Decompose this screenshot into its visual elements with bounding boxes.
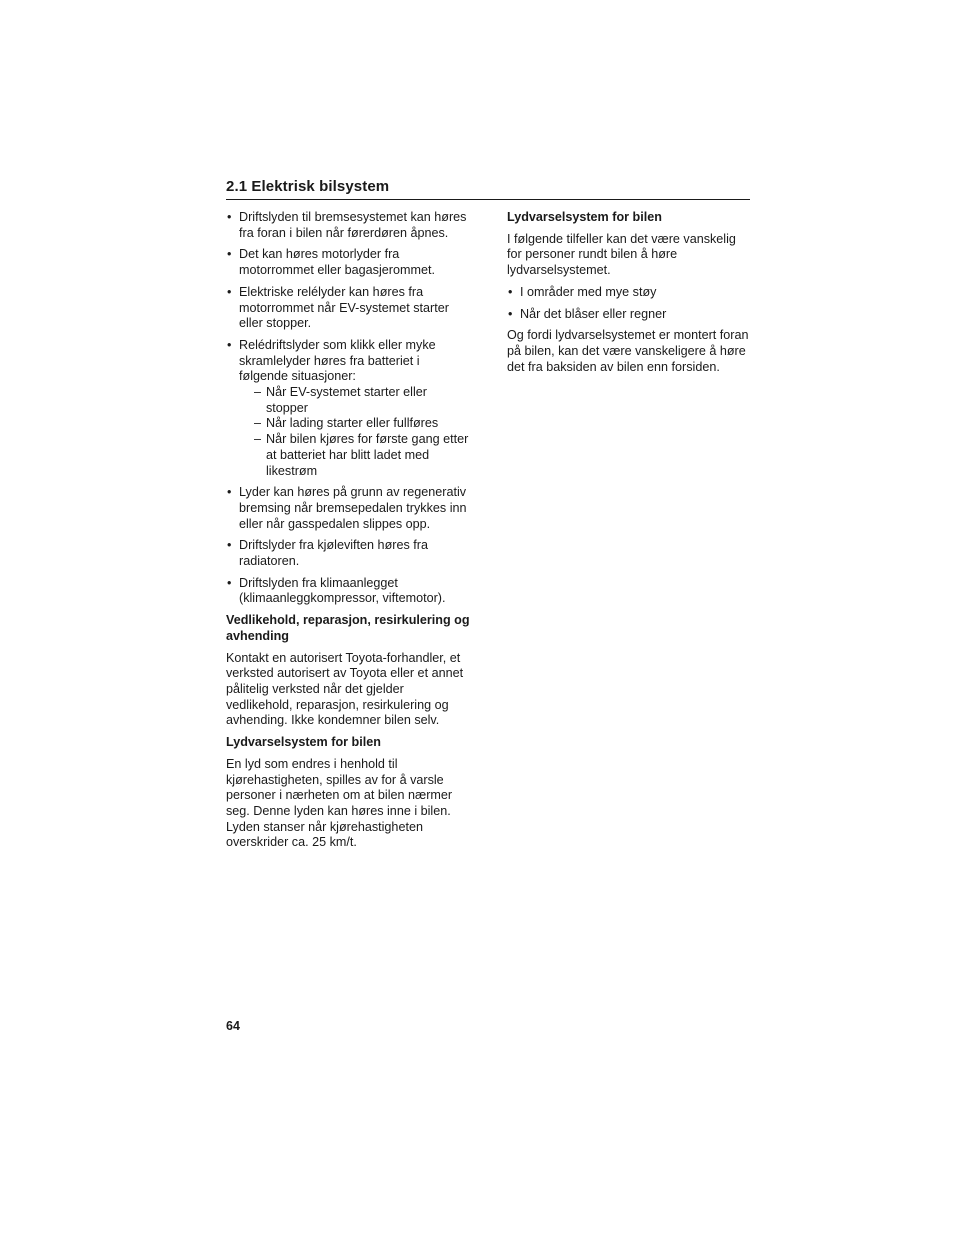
sound-warning-heading-continued: Lydvarselsystem for bilen (507, 210, 662, 224)
sound-warning-heading: Lydvarselsystem for bilen (226, 735, 381, 750)
section-header (226, 178, 750, 200)
list-item-text: • Relédriftslyder som klikk eller myke skramlelyder høres fra batteriet i følgende situasjoner: (239, 337, 436, 384)
maintenance-heading: Vedlikehold, reparasjon, resirkulering og avhending (226, 613, 470, 643)
list-item: • Elektriske relélyder kan høres fra motorrommet når EV-systemet starter eller stopper. (226, 285, 470, 332)
mounting-paragraph: Og fordi lydvarselsystemet er montert foran på bilen, kan det være vanskeligere å høre det fra baksiden av bilen enn forsiden. (507, 328, 749, 374)
list-item: • Lyder kan høres på grunn av regenerativ bremsing når bremsepedalen trykkes inn eller når gasspedalen slippes opp. (226, 485, 470, 532)
sub-list-item: – Når EV-systemet starter eller stopper (239, 385, 470, 416)
left-column (226, 210, 470, 857)
sound-warning-paragraph: En lyd som endres i henhold til kjørehastigheten, spilles av for å varsle personer i nærheten om at bilen nærmer seg. Denne lyden kan høres inne i bilen. Lyden stanser når kjørehastigheten overskrider ca. 25 km/t. (226, 756, 453, 850)
hearing-difficulty-paragraph: I følgende tilfeller kan det være vanskelig for personer rundt bilen å høre lydvarselsystemet. (507, 231, 736, 278)
section-title: 2.1 Elektrisk bilsystem (226, 178, 390, 195)
sublist (239, 385, 470, 479)
list-item: • Det kan høres motorlyder fra motorrommet eller bagasjerommet. (226, 247, 470, 278)
list-item: • Driftslyder fra kjøleviften høres fra radiatoren. (226, 538, 470, 569)
list-item: • I områder med mye støy (507, 285, 752, 301)
list-item: • Når det blåser eller regner (507, 307, 752, 323)
page-number: 64 (226, 1019, 240, 1033)
sub-list-item: – Når bilen kjøres for første gang etter at batteriet har blitt ladet med likestrøm (239, 432, 470, 479)
maintenance-paragraph: Kontakt en autorisert Toyota-forhandler, et verksted autorisert av Toyota eller et annet pålitelig verksted når det gjelder vedlikehold, reparasjon, resirkulering og avhending. Ikke kondemner bilen selv. (226, 650, 464, 728)
sub-list-item: – Når lading starter eller fullføres (239, 416, 470, 432)
right-column (507, 210, 752, 381)
list-item: • Driftslyden fra klimaanlegget (klimaanleggkompressor, viftemotor). (226, 576, 470, 607)
list-item: • Driftslyden til bremsesystemet kan høres fra foran i bilen når førerdøren åpnes. (226, 210, 470, 241)
list-item-with-sublist (226, 338, 470, 479)
